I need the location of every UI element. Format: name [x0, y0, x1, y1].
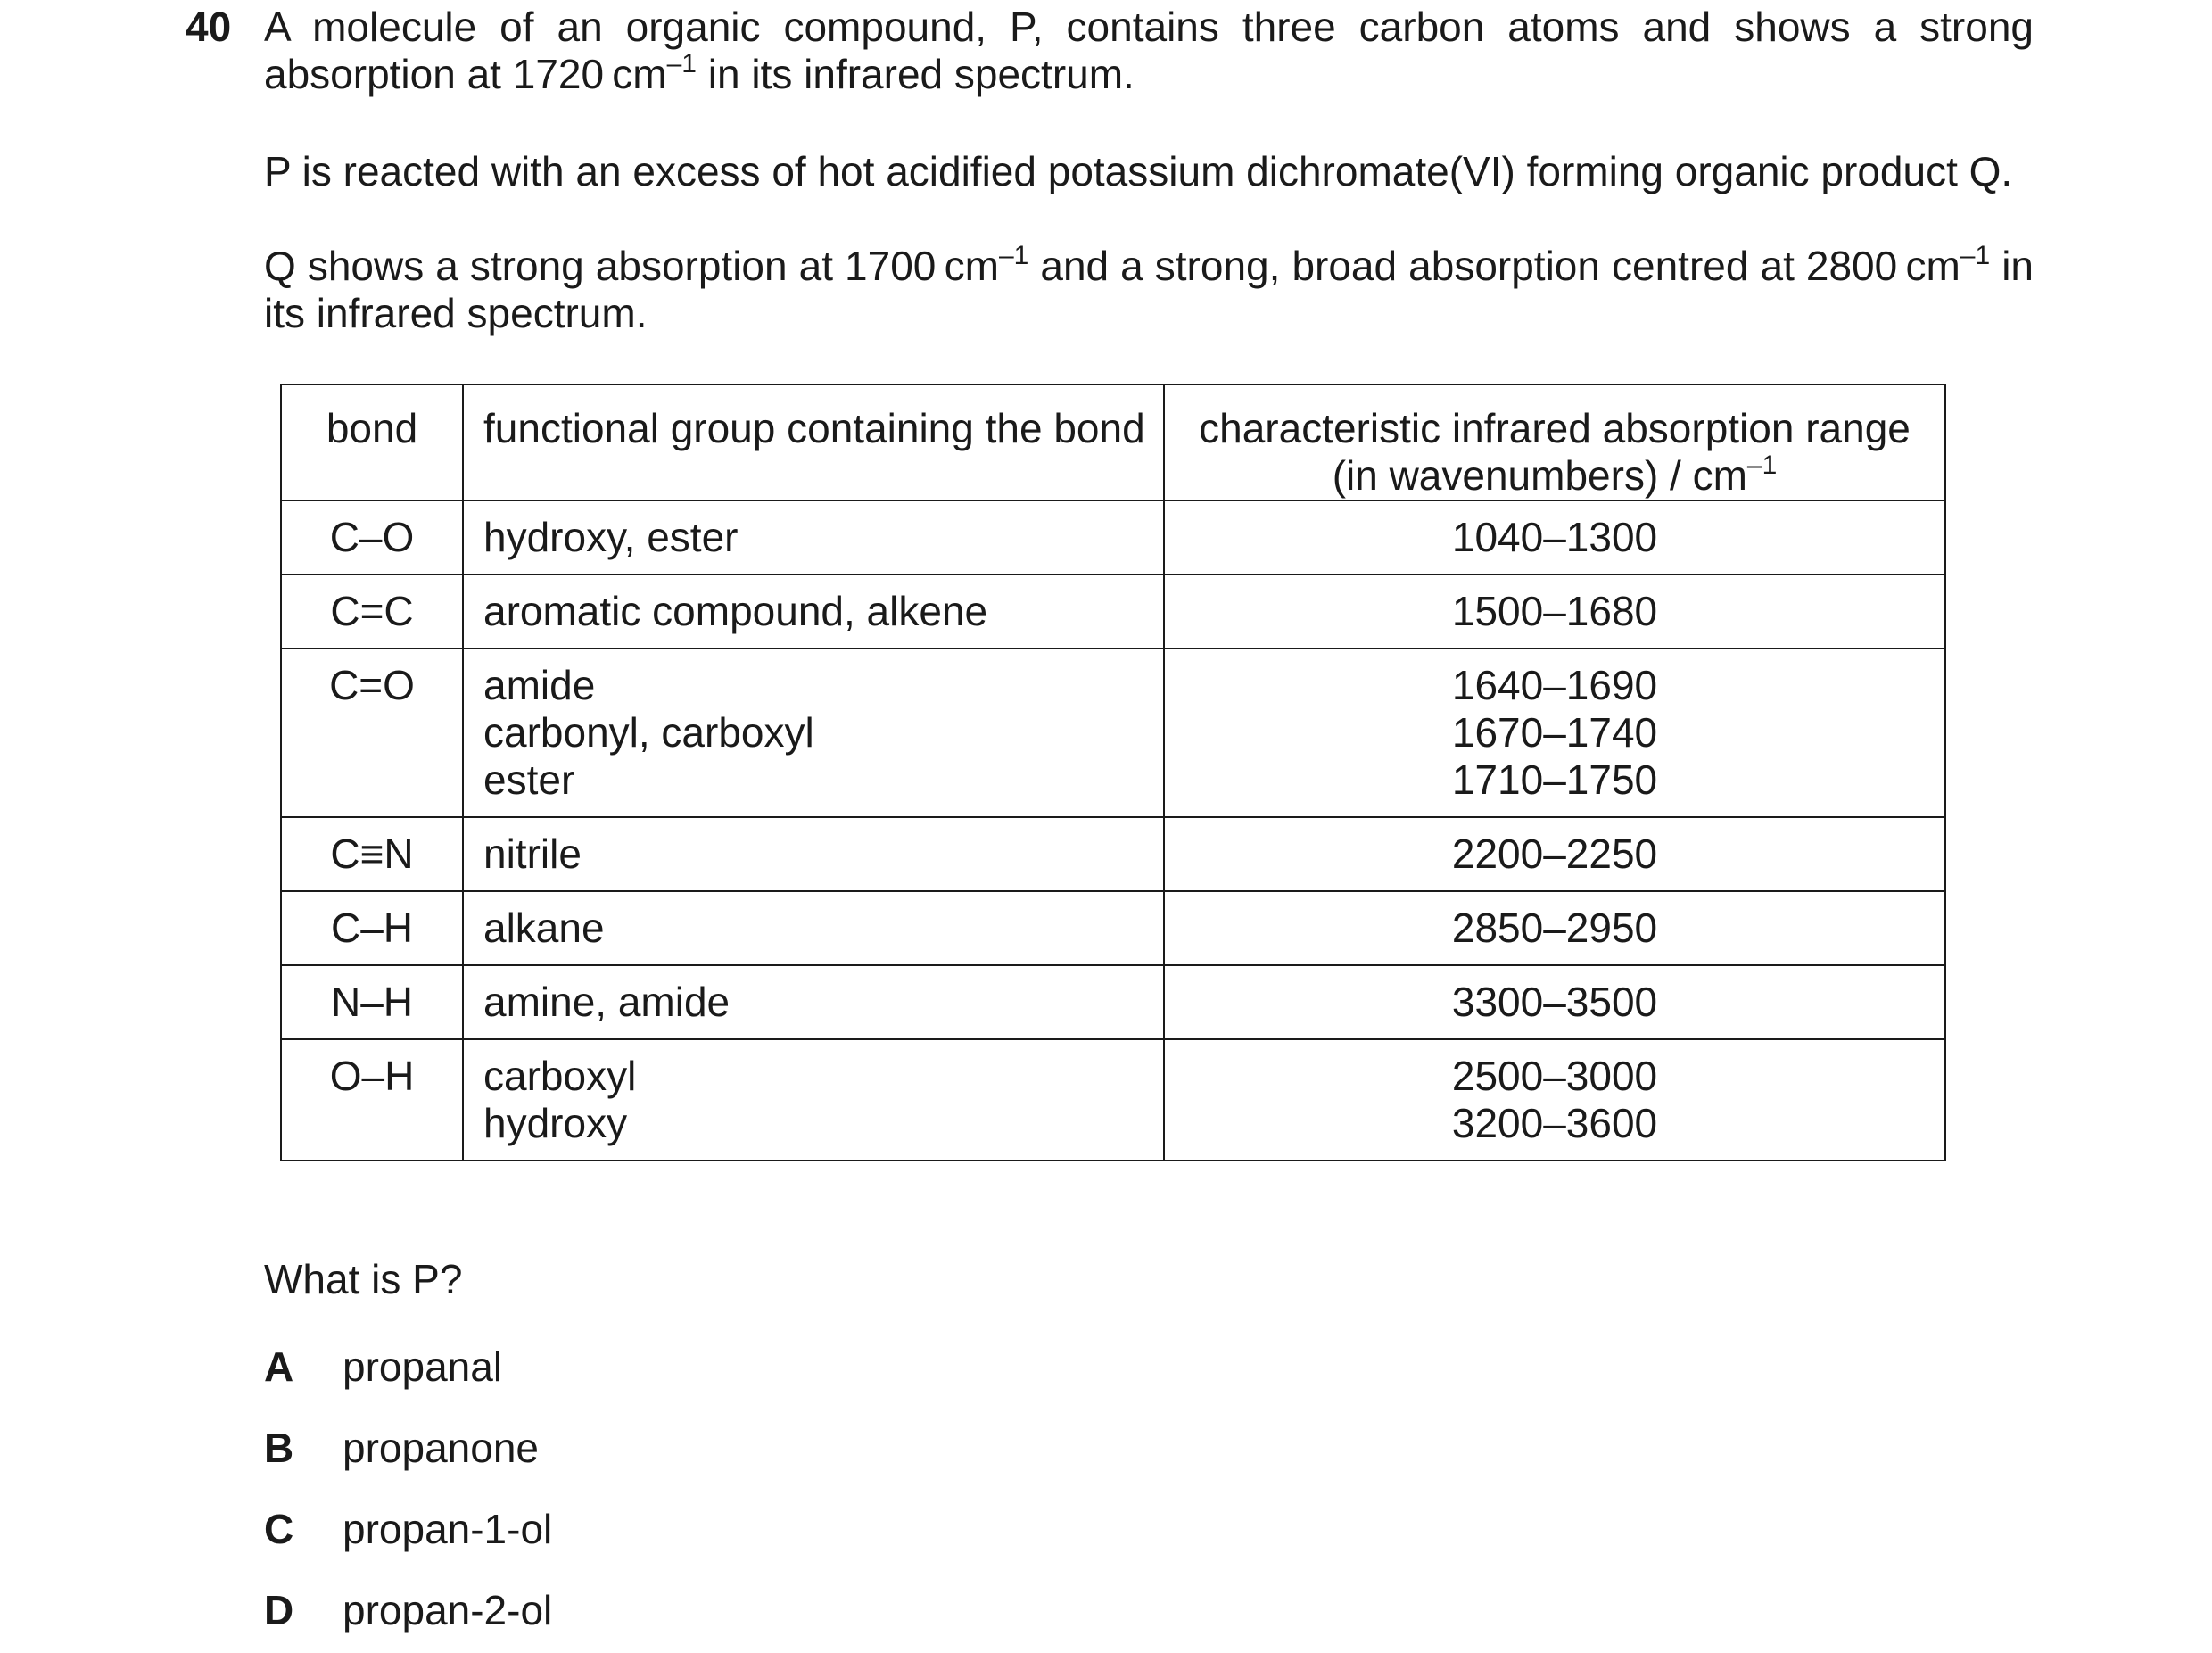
absorption-range-line: 2200–2250 [1451, 831, 1658, 877]
functional-group-line: aromatic compound, alkene [483, 588, 988, 634]
intro-p3-exponent-2: –1 [1960, 241, 1991, 270]
intro-p3-text-c: in its infrared spectrum. [264, 243, 2035, 336]
header-range-line-2 [1165, 452, 1944, 500]
intro-paragraph-3 [264, 243, 2034, 337]
absorption-range-cell [1164, 817, 1945, 891]
intro-p3-text-b: and a strong, broad absorption centred at 2800 [1028, 243, 1898, 289]
bond-cell: O–H [281, 1039, 463, 1161]
functional-group-cell [463, 891, 1164, 965]
functional-group-line: nitrile [483, 831, 582, 877]
table-row [281, 574, 1945, 649]
table-header-row [281, 384, 1945, 500]
table-row [281, 891, 1945, 965]
question-number: 40 [186, 4, 232, 50]
functional-group-cell [463, 500, 1164, 574]
absorption-range-cell [1164, 649, 1945, 817]
absorption-range-line: 3300–3500 [1451, 979, 1658, 1025]
intro-p3-unit-1: cm [944, 243, 999, 289]
absorption-range-cell [1164, 965, 1945, 1039]
functional-group-line: hydroxy, ester [483, 514, 739, 560]
header-range-units: (in wavenumbers) / cm [1332, 452, 1747, 499]
functional-group-cell [463, 965, 1164, 1039]
table-row [281, 817, 1945, 891]
intro-p1-end: in its infrared spectrum. [697, 51, 1135, 97]
bond-cell: N–H [281, 965, 463, 1039]
header-range-exponent: –1 [1746, 450, 1778, 480]
header-bond: bond [281, 384, 463, 500]
bond-cell: C=O [281, 649, 463, 817]
option-text: propan-2-ol [343, 1587, 553, 1633]
bond-cell: C≡N [281, 817, 463, 891]
functional-group-line: carbonyl, carboxyl [483, 709, 814, 756]
absorption-range-cell [1164, 500, 1945, 574]
absorption-range-cell [1164, 1039, 1945, 1161]
functional-group-line: alkane [483, 905, 605, 951]
intro-p1-exponent: –1 [666, 49, 697, 79]
option-text: propanone [343, 1425, 539, 1471]
intro-p3-text-a: Q shows a strong absorption at 1700 [264, 243, 937, 289]
functional-group-line: carboxyl [483, 1053, 637, 1099]
option-letter: C [264, 1506, 294, 1552]
option-letter: D [264, 1587, 294, 1633]
ir-absorption-table [280, 384, 1946, 1161]
intro-p3-exponent-1: –1 [998, 241, 1029, 270]
header-absorption-range [1164, 384, 1945, 500]
functional-group-cell [463, 649, 1164, 817]
functional-group-cell [463, 1039, 1164, 1161]
functional-group-cell [463, 817, 1164, 891]
table-row [281, 649, 1945, 817]
absorption-range-line: 1500–1680 [1451, 588, 1658, 634]
intro-paragraph-1 [264, 4, 2034, 98]
intro-p1-text: A molecule of an organic compound, P, contains three carbon atoms and shows a strong absorption at 1720 [264, 4, 2034, 97]
functional-group-line: ester [483, 756, 575, 803]
option-text: propanal [343, 1343, 503, 1390]
absorption-range-line: 2500–3000 [1451, 1053, 1658, 1099]
question-prompt: What is P? [264, 1256, 463, 1302]
bond-cell: C–O [281, 500, 463, 574]
absorption-range-line: 1040–1300 [1451, 514, 1658, 560]
functional-group-line: amide [483, 662, 596, 708]
functional-group-cell [463, 574, 1164, 649]
option-text: propan-1-ol [343, 1506, 553, 1552]
header-range-line-1: characteristic infrared absorption range [1199, 405, 1911, 451]
option-letter: B [264, 1425, 294, 1471]
intro-p1-unit: cm [612, 51, 667, 97]
header-functional-group: functional group containing the bond [463, 384, 1164, 500]
absorption-range-cell [1164, 891, 1945, 965]
intro-paragraph-2: P is reacted with an excess of hot acidified potassium dichromate(VI) forming organic product Q. [264, 148, 2013, 194]
functional-group-line: amine, amide [483, 979, 730, 1025]
intro-p3-unit-2: cm [1905, 243, 1960, 289]
absorption-range-line: 1640–1690 [1451, 662, 1658, 708]
absorption-range-line: 1710–1750 [1451, 756, 1658, 803]
table-body [281, 500, 1945, 1161]
functional-group-line: hydroxy [483, 1100, 628, 1146]
table-row [281, 500, 1945, 574]
option-letter: A [264, 1343, 294, 1390]
absorption-range-line: 2850–2950 [1451, 905, 1658, 951]
table-row [281, 1039, 1945, 1161]
absorption-range-cell [1164, 574, 1945, 649]
bond-cell: C=C [281, 574, 463, 649]
absorption-range-line: 3200–3600 [1451, 1100, 1658, 1146]
bond-cell: C–H [281, 891, 463, 965]
absorption-range-line: 1670–1740 [1451, 709, 1658, 756]
table-row [281, 965, 1945, 1039]
